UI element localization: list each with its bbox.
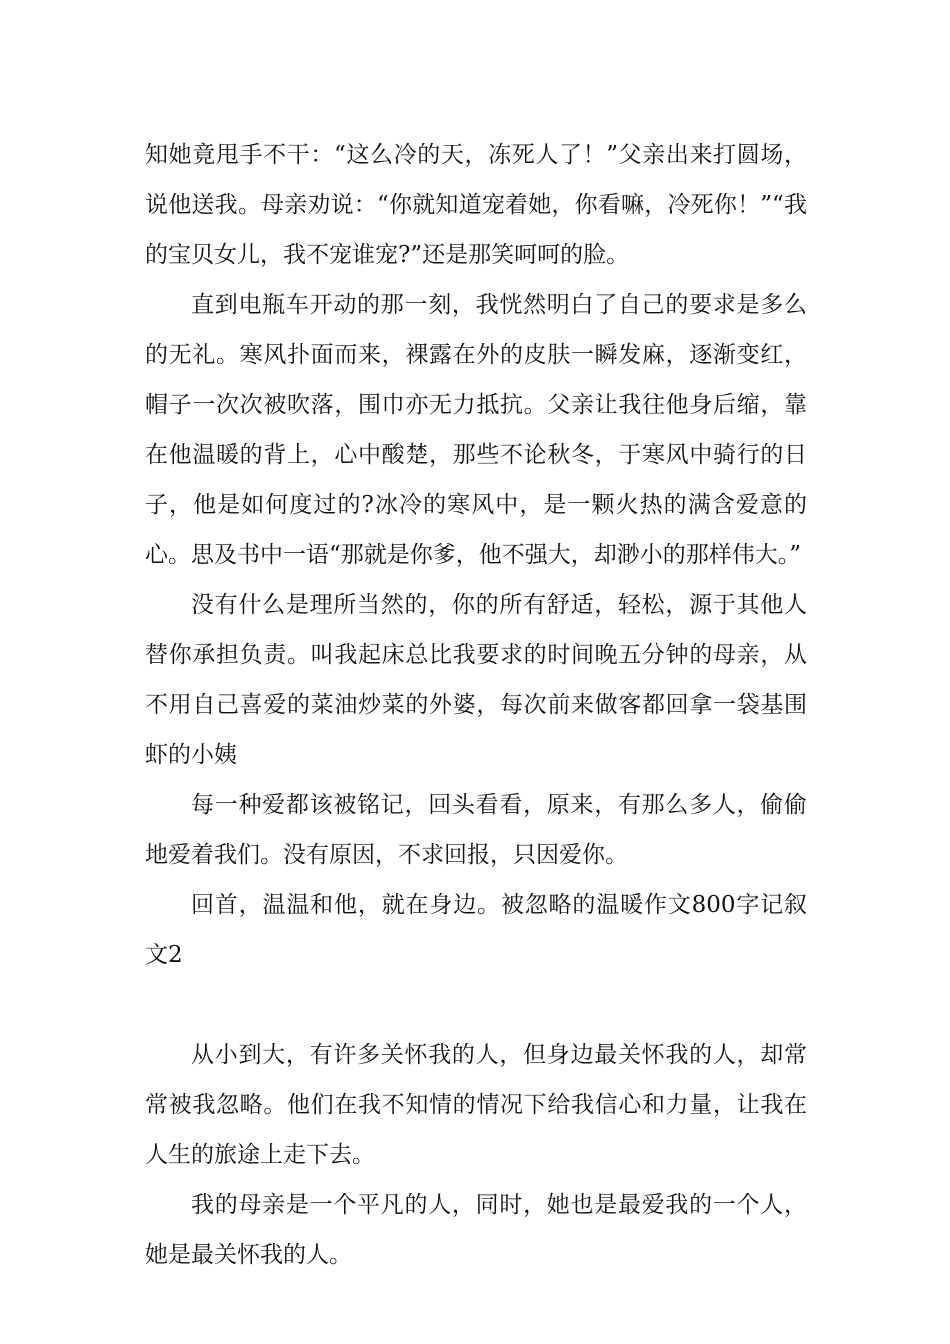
paragraph: 从小到大，有许多关怀我的人，但身边最关怀我的人，却常常被我忽略。他们在我不知情的情况下给我信心和力量，让我在人生的旅途上走下去。 (145, 1042, 807, 1168)
paragraph: 回首，温温和他，就在身边。被忽略的温暖作文800字记叙文2 (145, 892, 807, 968)
paragraph-continuation: 知她竟甩手不干：“这么冷的天，冻死人了！”父亲出来打圆场，说他送我。母亲劝说：“你就知道宠着她，你看嘛，冷死你！”“我的宝贝女儿，我不宠谁宠?”还是那笑呵呵的脸。 (145, 142, 807, 268)
paragraph-spacer (145, 980, 807, 1030)
article-body (145, 130, 807, 1280)
paragraph: 没有什么是理所当然的，你的所有舒适，轻松，源于其他人替你承担负责。叫我起床总比我要求的时间晚五分钟的母亲，从不用自己喜爱的菜油炒菜的外婆，每次前来做客都回拿一袋基围虾的小姨 (145, 592, 807, 768)
paragraph: 每一种爱都该被铭记，回头看看，原来，有那么多人，偷偷地爱着我们。没有原因，不求回报，只因爱你。 (145, 792, 807, 868)
paragraph: 我的母亲是一个平凡的人，同时，她也是最爱我的一个人，她是最关怀我的人。 (145, 1192, 807, 1268)
paragraph: 直到电瓶车开动的那一刻，我恍然明白了自己的要求是多么的无礼。寒风扑面而来，裸露在外的皮肤一瞬发麻，逐渐变红，帽子一次次被吹落，围巾亦无力抵抗。父亲让我往他身后缩，靠在他温暖的背上，心中酸楚，那些不论秋冬，于寒风中骑行的日子，他是如何度过的?冰冷的寒风中，是一颗火热的满含爱意的心。思及书中一语“那就是你爹，他不强大，却渺小的那样伟大。” (145, 292, 807, 568)
